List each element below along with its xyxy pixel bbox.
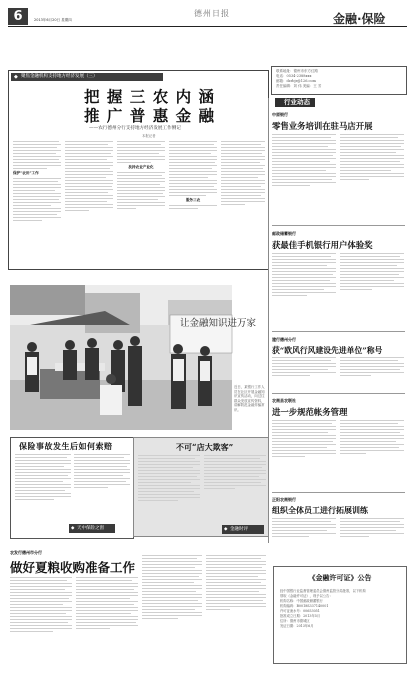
notice-line: 许可证流水号：00653051	[280, 609, 320, 613]
feature-subhead: 服务三农	[185, 197, 201, 202]
notice-title: 《金融许可证》公告	[308, 573, 372, 582]
feature-headline: 把 握 三 农 内 涵	[84, 88, 215, 106]
notice-line: 发证日期：2013年6月	[280, 624, 314, 628]
feature-headline: 推 广 普 惠 金 融	[84, 107, 215, 125]
commentary-title: 不可“店大欺客”	[176, 442, 234, 452]
insurance-title: 保险事故发生后如何索赔	[19, 441, 113, 451]
contact-box	[271, 66, 407, 95]
industry-dynamics-label: 行业动态	[275, 98, 405, 107]
header-rule	[8, 26, 407, 27]
news-item: 建行德州分行 获“欧风行风建设先进单位”称号	[272, 337, 405, 392]
photo-caption: 近日，某银行工作人员在社区开展金融知识宣传活动，向过往群众发放宣传资料，讲解防范金融诈骗常识。	[234, 385, 265, 412]
diamond-icon: ◆	[14, 74, 18, 80]
date-line: 2013年6月20日 星期四	[34, 18, 72, 22]
diamond-icon: ◆	[224, 526, 228, 532]
bottom-headline: 做好夏粮收购准备工作	[10, 560, 136, 575]
series-tag: ◆ 聚焦金融机构支持地方经济发展（三）	[11, 73, 163, 81]
commentary-tag: ◆ 金融时评	[222, 525, 264, 534]
notice-line: 经中国银行业监督管理委员会德州监管分局批准，以下机构	[280, 589, 366, 593]
photo-image	[10, 285, 232, 430]
notice-line: 机构名称：中国邮政储蓄银行	[280, 599, 323, 603]
news-title: 获最佳手机银行用户体验奖	[272, 240, 373, 250]
section-rule	[272, 331, 405, 332]
news-title: 进一步规范帐务管理	[272, 407, 348, 417]
license-notice	[273, 566, 407, 664]
section-title: 金融·保险	[333, 12, 386, 26]
feature-byline: 本报记者	[142, 134, 156, 138]
news-item: 邮政储蓄银行 获最佳手机银行用户体验奖	[272, 231, 405, 331]
notice-line: 批准成立日期：2013年5月	[280, 614, 321, 618]
insurance-tag: ◆ 天中保险之窗	[69, 524, 115, 533]
feature-column	[169, 141, 217, 265]
news-title: 零售业务培训在驻马店开展	[272, 121, 373, 131]
commentary-column	[133, 437, 269, 537]
feature-subhead: 保护“农田”工作	[13, 171, 39, 176]
feature-column	[117, 141, 165, 265]
feature-article	[8, 70, 269, 270]
notice-line: 机构编码：B0018S337140001	[280, 604, 329, 608]
section-rule	[272, 393, 405, 394]
feature-column	[221, 141, 265, 265]
news-title: 组织全体员工进行拓展训练	[272, 505, 368, 515]
diamond-icon: ◆	[71, 525, 75, 531]
contact-line: 电话：0534-2388xxx	[276, 74, 312, 78]
insurance-column	[10, 437, 134, 539]
photo-banner-text: 让金融知识进万家	[180, 318, 257, 329]
news-item: 正阳农商银行 组织全体员工进行拓展训练	[272, 497, 405, 557]
news-item: 中原银行 零售业务培训在驻马店开展	[272, 112, 405, 222]
section-rule	[272, 225, 405, 226]
bottom-story: 农发行德州市分行 做好夏粮收购准备工作	[10, 550, 266, 672]
contact-line: 联系地址：德州市东方红路	[276, 69, 318, 73]
contact-line: 责任编辑：刘 伟 美编：王 芳	[276, 84, 322, 88]
masthead: 德州日报	[194, 9, 230, 18]
notice-line: 住所：德州市德城区	[280, 619, 310, 623]
news-title: 获“欧风行风建设先进单位”称号	[272, 346, 383, 355]
feature-column	[13, 141, 61, 265]
news-item: 农商县农联社 进一步规范帐务管理	[272, 398, 405, 491]
contact-line: 邮箱：dzrbjr@126.com	[276, 79, 316, 83]
section-rule	[272, 492, 405, 493]
feature-subtitle: ——农行德州分行支持地方经济发展工作侧记	[89, 126, 181, 131]
feature-subhead: 扶持农业产业化	[128, 165, 154, 170]
page-number: 6	[8, 8, 28, 25]
feature-column	[65, 141, 113, 265]
notice-line: 领取《金融许可证》，现予以公告：	[280, 594, 333, 598]
page-header	[8, 8, 407, 30]
